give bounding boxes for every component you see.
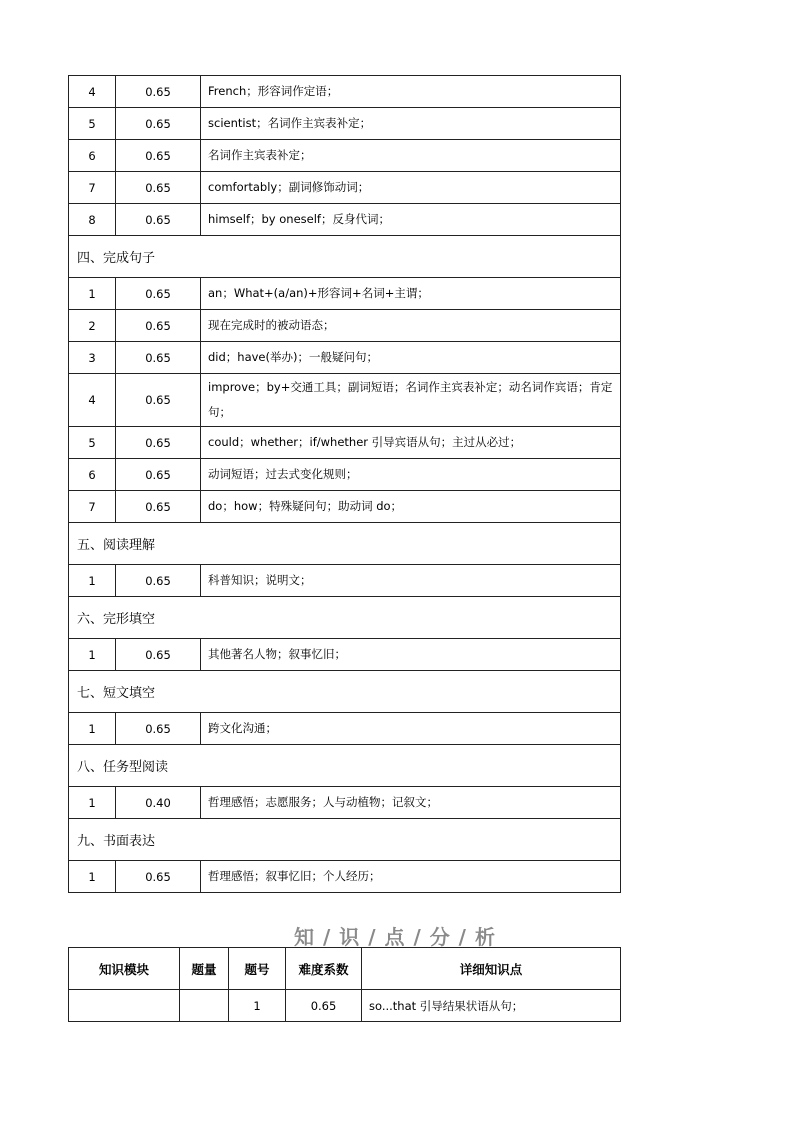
knowledge-point-cell: 科普知识；说明文；	[201, 565, 621, 597]
question-row	[69, 108, 621, 140]
section-header-row	[69, 523, 621, 565]
knowledge-point-cell: did；have(举办)；一般疑问句；	[201, 342, 621, 374]
question-row	[69, 76, 621, 108]
knowledge-point-cell: himself；by oneself；反身代词；	[201, 204, 621, 236]
question-number-cell: 8	[69, 204, 116, 236]
difficulty-coefficient-cell: 0.65	[116, 310, 201, 342]
header-count: 题量	[180, 948, 229, 990]
knowledge-point-cell: 名词作主宾表补定；	[201, 140, 621, 172]
question-row	[69, 172, 621, 204]
question-number-cell: 6	[69, 140, 116, 172]
question-row	[69, 565, 621, 597]
knowledge-point-cell: 现在完成时的被动语态；	[201, 310, 621, 342]
knowledge-point-cell: improve；by+交通工具；副词短语；名词作主宾表补定；动名词作宾语；肯定句；	[201, 374, 621, 427]
knowledge-point-cell: 哲理感悟；志愿服务；人与动植物；记叙文；	[201, 787, 621, 819]
knowledge-point-cell: do；how；特殊疑问句；助动词 do；	[201, 491, 621, 523]
section-title: 四、完成句子	[69, 236, 621, 278]
question-row	[69, 639, 621, 671]
knowledge-point-cell: an；What+(a/an)+形容词+名词+主谓；	[201, 278, 621, 310]
question-number-cell: 1	[69, 787, 116, 819]
question-number-cell: 4	[69, 76, 116, 108]
difficulty-coefficient-cell: 0.40	[116, 787, 201, 819]
question-row	[69, 342, 621, 374]
header-difficulty: 难度系数	[286, 948, 362, 990]
difficulty-coefficient-cell: 0.65	[116, 374, 201, 427]
section-header-row	[69, 745, 621, 787]
knowledge-point-cell: comfortably；副词修饰动词；	[201, 172, 621, 204]
knowledge-point-cell: could；whether；if/whether 引导宾语从句；主过从必过；	[201, 427, 621, 459]
analysis-difficulty-cell: 0.65	[286, 990, 362, 1022]
knowledge-point-cell: 跨文化沟通；	[201, 713, 621, 745]
knowledge-point-cell: scientist；名词作主宾表补定；	[201, 108, 621, 140]
difficulty-coefficient-cell: 0.65	[116, 565, 201, 597]
section-title: 七、短文填空	[69, 671, 621, 713]
question-number-cell: 1	[69, 713, 116, 745]
question-number-cell: 7	[69, 172, 116, 204]
question-number-cell: 7	[69, 491, 116, 523]
analysis-count-cell	[180, 990, 229, 1022]
analysis-number-cell: 1	[229, 990, 286, 1022]
question-number-cell: 6	[69, 459, 116, 491]
difficulty-coefficient-cell: 0.65	[116, 278, 201, 310]
section-header-row	[69, 597, 621, 639]
knowledge-analysis-title: 知 / 识 / 点 / 分 / 析	[294, 925, 496, 949]
difficulty-coefficient-cell: 0.65	[116, 204, 201, 236]
analysis-row	[69, 990, 621, 1022]
knowledge-point-cell: French；形容词作定语；	[201, 76, 621, 108]
section-title: 五、阅读理解	[69, 523, 621, 565]
question-row	[69, 491, 621, 523]
knowledge-point-cell: 动词短语；过去式变化规则；	[201, 459, 621, 491]
question-table	[68, 75, 621, 893]
question-row	[69, 787, 621, 819]
question-number-cell: 1	[69, 861, 116, 893]
question-row	[69, 861, 621, 893]
question-row	[69, 427, 621, 459]
section-title: 八、任务型阅读	[69, 745, 621, 787]
question-row	[69, 374, 621, 427]
question-row	[69, 204, 621, 236]
header-number: 题号	[229, 948, 286, 990]
difficulty-coefficient-cell: 0.65	[116, 140, 201, 172]
question-row	[69, 278, 621, 310]
difficulty-coefficient-cell: 0.65	[116, 639, 201, 671]
section-header-row	[69, 236, 621, 278]
question-row	[69, 713, 621, 745]
question-number-cell: 3	[69, 342, 116, 374]
analysis-detail-cell: so...that 引导结果状语从句；	[362, 990, 621, 1022]
difficulty-coefficient-cell: 0.65	[116, 342, 201, 374]
analysis-header-row	[69, 948, 621, 990]
question-row	[69, 140, 621, 172]
header-detail: 详细知识点	[362, 948, 621, 990]
section-title: 九、书面表达	[69, 819, 621, 861]
section-header-row	[69, 671, 621, 713]
difficulty-coefficient-cell: 0.65	[116, 108, 201, 140]
difficulty-coefficient-cell: 0.65	[116, 459, 201, 491]
difficulty-coefficient-cell: 0.65	[116, 427, 201, 459]
question-number-cell: 1	[69, 565, 116, 597]
difficulty-coefficient-cell: 0.65	[116, 861, 201, 893]
section-header-row	[69, 819, 621, 861]
question-row	[69, 459, 621, 491]
question-number-cell: 1	[69, 278, 116, 310]
knowledge-point-cell: 哲理感悟；叙事忆旧；个人经历；	[201, 861, 621, 893]
difficulty-coefficient-cell: 0.65	[116, 713, 201, 745]
header-module: 知识模块	[69, 948, 180, 990]
difficulty-coefficient-cell: 0.65	[116, 76, 201, 108]
difficulty-coefficient-cell: 0.65	[116, 172, 201, 204]
question-number-cell: 4	[69, 374, 116, 427]
question-number-cell: 5	[69, 108, 116, 140]
difficulty-coefficient-cell: 0.65	[116, 491, 201, 523]
question-row	[69, 310, 621, 342]
analysis-module-cell	[69, 990, 180, 1022]
knowledge-analysis-table	[68, 947, 621, 1022]
section-title: 六、完形填空	[69, 597, 621, 639]
question-number-cell: 5	[69, 427, 116, 459]
question-number-cell: 1	[69, 639, 116, 671]
knowledge-point-cell: 其他著名人物；叙事忆旧；	[201, 639, 621, 671]
question-number-cell: 2	[69, 310, 116, 342]
